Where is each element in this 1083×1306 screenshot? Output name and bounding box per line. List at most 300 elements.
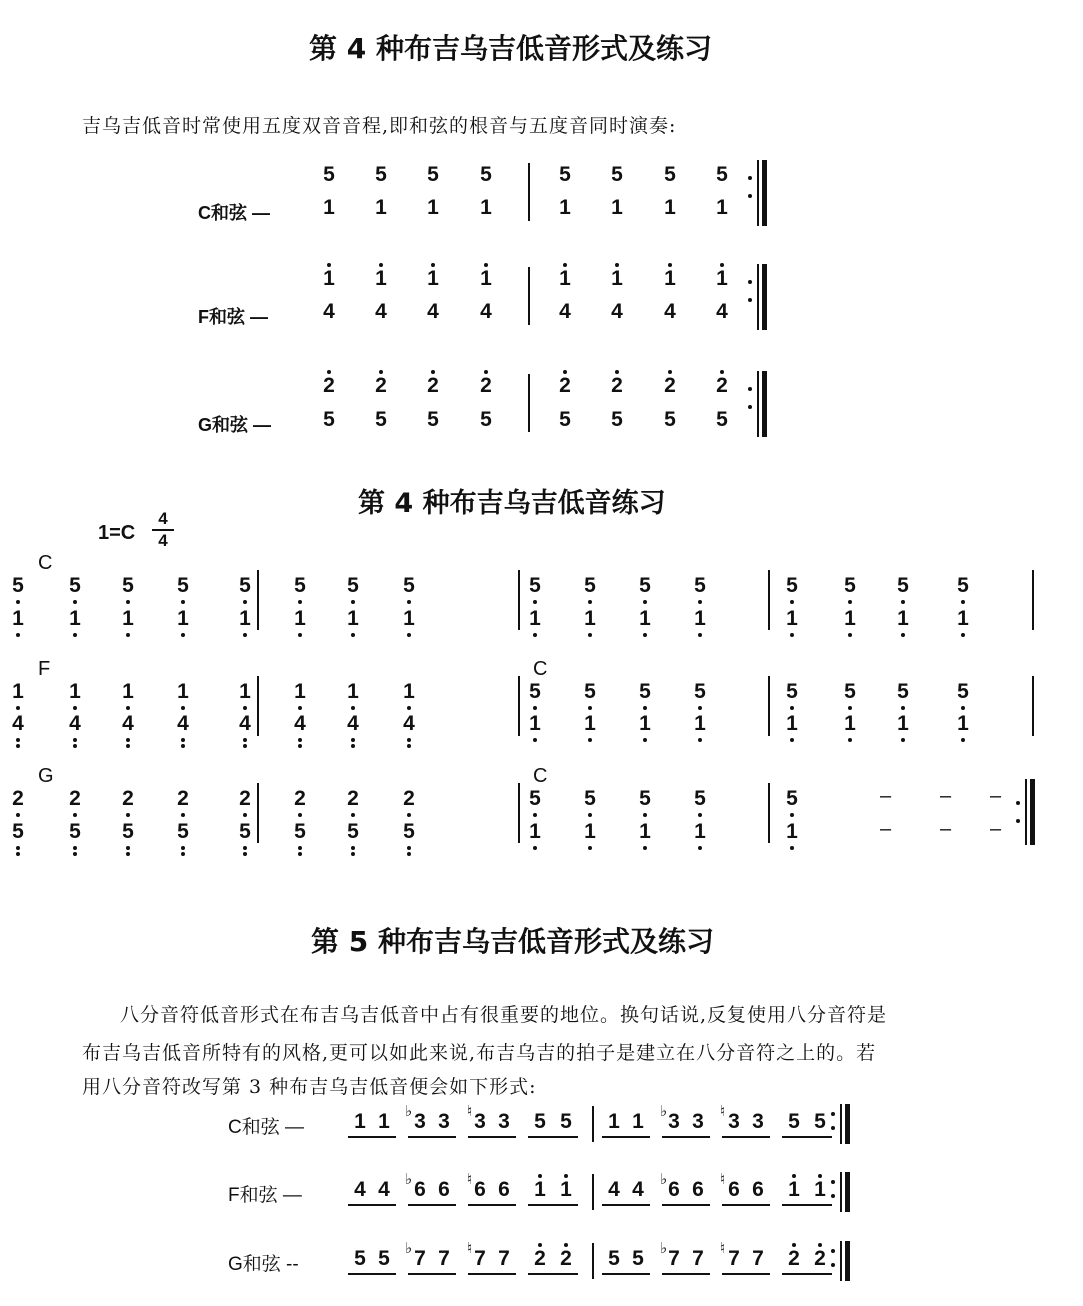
note: 4 bbox=[323, 300, 335, 323]
dot-below bbox=[588, 846, 592, 850]
dot-below bbox=[73, 600, 77, 604]
note: 5 bbox=[63, 820, 87, 844]
practice4-title: 第 4 种布吉乌吉低音练习 bbox=[358, 488, 666, 519]
time-sig-bottom: 4 bbox=[158, 531, 168, 550]
repeat-dot bbox=[831, 1180, 835, 1184]
repeat-dot bbox=[1016, 801, 1020, 805]
dot-below bbox=[643, 706, 647, 710]
section4-intro: 吉乌吉低音时常使用五度双音音程,即和弦的根音与五度音同时演奏: bbox=[82, 115, 677, 137]
hold-dash: – bbox=[880, 818, 892, 840]
note: 7 bbox=[498, 1247, 510, 1270]
dot-above bbox=[484, 263, 488, 267]
note: 1 bbox=[710, 267, 734, 291]
note: 1 bbox=[480, 196, 492, 219]
note: 2 bbox=[171, 787, 195, 811]
note: 5 bbox=[480, 408, 492, 431]
dot-below-2 bbox=[351, 852, 355, 856]
barline bbox=[768, 783, 770, 843]
note: 5 bbox=[951, 574, 975, 598]
dot-below bbox=[16, 738, 20, 742]
dot-above bbox=[818, 1174, 822, 1178]
dot-below bbox=[298, 846, 302, 850]
note: 1 bbox=[658, 267, 682, 291]
end-barline-thin bbox=[757, 160, 759, 226]
dot-below bbox=[407, 633, 411, 637]
note: 5 bbox=[323, 163, 335, 186]
section4-title: 第 4 种布吉乌吉低音形式及练习 bbox=[309, 32, 712, 65]
dot-below bbox=[298, 813, 302, 817]
note: 1 bbox=[951, 712, 975, 736]
note: 3 bbox=[728, 1110, 740, 1133]
note: 5 bbox=[559, 163, 571, 186]
dot-below-2 bbox=[298, 852, 302, 856]
dot-above bbox=[538, 1243, 542, 1247]
repeat-dot bbox=[831, 1263, 835, 1267]
dot-above bbox=[615, 263, 619, 267]
eighth-beam bbox=[468, 1204, 516, 1206]
note: 5 bbox=[559, 408, 571, 431]
dot-below bbox=[243, 600, 247, 604]
note: 1 bbox=[63, 680, 87, 704]
dot-below bbox=[643, 738, 647, 742]
dot-above bbox=[327, 263, 331, 267]
note: 1 bbox=[116, 607, 140, 631]
note: 2 bbox=[782, 1247, 806, 1271]
note: 1 bbox=[891, 607, 915, 631]
dot-below bbox=[533, 706, 537, 710]
note: 5 bbox=[171, 820, 195, 844]
note: 1 bbox=[63, 607, 87, 631]
chord-label: G和弦 — bbox=[198, 415, 272, 435]
repeat-dot bbox=[831, 1126, 835, 1130]
flat-sign: ♭ bbox=[660, 1102, 668, 1120]
dot-below bbox=[848, 633, 852, 637]
chord-label: C和弦 — bbox=[198, 203, 270, 223]
note: 2 bbox=[397, 787, 421, 811]
eighth-beam bbox=[722, 1204, 770, 1206]
note: 5 bbox=[480, 163, 492, 186]
note: 4 bbox=[288, 712, 312, 736]
eighth-beam bbox=[528, 1204, 578, 1206]
note: 1 bbox=[951, 607, 975, 631]
note: 1 bbox=[554, 1178, 578, 1202]
dot-above bbox=[484, 370, 488, 374]
dot-below-2 bbox=[298, 744, 302, 748]
note: 5 bbox=[6, 574, 30, 598]
note: 1 bbox=[782, 1178, 806, 1202]
repeat-dot bbox=[831, 1249, 835, 1253]
note: 5 bbox=[375, 163, 387, 186]
section5-title: 第 5 种布吉乌吉低音形式及练习 bbox=[311, 925, 714, 958]
dot-below-2 bbox=[126, 852, 130, 856]
note: 1 bbox=[608, 1110, 620, 1133]
repeat-dot bbox=[831, 1194, 835, 1198]
dot-below bbox=[698, 738, 702, 742]
dot-below bbox=[351, 738, 355, 742]
note: 3 bbox=[474, 1110, 486, 1133]
barline bbox=[528, 267, 530, 325]
chord-label: G和弦 -- bbox=[228, 1254, 299, 1275]
dot-below bbox=[588, 633, 592, 637]
note: 2 bbox=[317, 374, 341, 398]
note: 4 bbox=[354, 1178, 366, 1201]
note: 4 bbox=[397, 712, 421, 736]
note: 1 bbox=[838, 607, 862, 631]
note: 6 bbox=[474, 1178, 486, 1201]
note: 3 bbox=[498, 1110, 510, 1133]
note: 1 bbox=[427, 196, 439, 219]
note: 5 bbox=[814, 1110, 826, 1133]
note: 5 bbox=[523, 574, 547, 598]
end-barline-thick bbox=[1030, 779, 1035, 845]
dot-below bbox=[73, 813, 77, 817]
note: 3 bbox=[692, 1110, 704, 1133]
note: 1 bbox=[397, 680, 421, 704]
dot-above bbox=[431, 370, 435, 374]
note: 5 bbox=[780, 680, 804, 704]
dot-above bbox=[668, 263, 672, 267]
dot-below-2 bbox=[73, 852, 77, 856]
note: 1 bbox=[171, 680, 195, 704]
barline bbox=[257, 676, 259, 736]
note: 6 bbox=[752, 1178, 764, 1201]
note: 1 bbox=[632, 1110, 644, 1133]
note: 1 bbox=[523, 607, 547, 631]
dot-below bbox=[243, 846, 247, 850]
note: 5 bbox=[716, 163, 728, 186]
dot-above bbox=[720, 263, 724, 267]
dot-below bbox=[298, 600, 302, 604]
chord-symbol: G bbox=[38, 765, 54, 787]
note: 5 bbox=[427, 163, 439, 186]
flat-sign: ♭ bbox=[660, 1170, 668, 1188]
dot-above bbox=[564, 1243, 568, 1247]
dot-below bbox=[698, 706, 702, 710]
dot-below bbox=[790, 846, 794, 850]
eighth-beam bbox=[602, 1204, 650, 1206]
note: 5 bbox=[891, 680, 915, 704]
note: 5 bbox=[608, 1247, 620, 1270]
dot-below bbox=[790, 633, 794, 637]
dot-above bbox=[431, 263, 435, 267]
note: 4 bbox=[341, 712, 365, 736]
note: 1 bbox=[605, 267, 629, 291]
dot-above bbox=[379, 263, 383, 267]
note: 5 bbox=[233, 820, 257, 844]
note: 4 bbox=[116, 712, 140, 736]
note: 1 bbox=[633, 820, 657, 844]
note: 1 bbox=[116, 680, 140, 704]
note: 2 bbox=[341, 787, 365, 811]
note: 2 bbox=[474, 374, 498, 398]
natural-sign: ♮ bbox=[720, 1102, 726, 1120]
dot-below bbox=[16, 846, 20, 850]
dot-below-2 bbox=[126, 744, 130, 748]
barline bbox=[592, 1174, 594, 1210]
note: 4 bbox=[664, 300, 676, 323]
dot-below bbox=[790, 813, 794, 817]
dot-below bbox=[126, 633, 130, 637]
dot-below bbox=[533, 846, 537, 850]
note: 2 bbox=[808, 1247, 832, 1271]
dot-below bbox=[126, 738, 130, 742]
dot-above bbox=[538, 1174, 542, 1178]
dot-below bbox=[407, 738, 411, 742]
note: 5 bbox=[523, 680, 547, 704]
dot-above bbox=[563, 263, 567, 267]
dot-below-2 bbox=[181, 852, 185, 856]
dot-above bbox=[792, 1243, 796, 1247]
dot-below bbox=[181, 846, 185, 850]
dot-above bbox=[720, 370, 724, 374]
key-signature: 1=C bbox=[98, 522, 136, 544]
note: 5 bbox=[578, 787, 602, 811]
note: 2 bbox=[554, 1247, 578, 1271]
note: 1 bbox=[688, 712, 712, 736]
note: 1 bbox=[780, 607, 804, 631]
note: 5 bbox=[288, 574, 312, 598]
note: 3 bbox=[752, 1110, 764, 1133]
dot-above bbox=[792, 1174, 796, 1178]
barline bbox=[768, 676, 770, 736]
note: 1 bbox=[688, 820, 712, 844]
barline bbox=[528, 374, 530, 432]
note: 5 bbox=[288, 820, 312, 844]
dot-below bbox=[243, 633, 247, 637]
dot-below bbox=[351, 846, 355, 850]
barline bbox=[1032, 676, 1034, 736]
eighth-beam bbox=[408, 1136, 456, 1138]
note: 5 bbox=[341, 820, 365, 844]
note: 1 bbox=[523, 712, 547, 736]
dot-below bbox=[126, 600, 130, 604]
note: 5 bbox=[378, 1247, 390, 1270]
dot-below-2 bbox=[243, 744, 247, 748]
note: 5 bbox=[611, 408, 623, 431]
note: 1 bbox=[523, 820, 547, 844]
dot-below bbox=[698, 813, 702, 817]
note: 3 bbox=[438, 1110, 450, 1133]
end-barline-thin bbox=[757, 371, 759, 437]
note: 2 bbox=[605, 374, 629, 398]
note: 2 bbox=[553, 374, 577, 398]
note: 5 bbox=[688, 680, 712, 704]
chord-label: F和弦 — bbox=[198, 307, 268, 327]
note: 4 bbox=[171, 712, 195, 736]
barline bbox=[768, 570, 770, 630]
note: 1 bbox=[233, 680, 257, 704]
eighth-beam bbox=[722, 1136, 770, 1138]
eighth-beam bbox=[348, 1136, 396, 1138]
dot-below bbox=[181, 633, 185, 637]
eighth-beam bbox=[348, 1204, 396, 1206]
dot-below bbox=[181, 813, 185, 817]
end-barline-thick bbox=[762, 160, 767, 226]
dot-below bbox=[16, 813, 20, 817]
note: 5 bbox=[632, 1247, 644, 1270]
note: 4 bbox=[559, 300, 571, 323]
barline bbox=[592, 1106, 594, 1142]
note: 5 bbox=[780, 574, 804, 598]
chord-symbol: F bbox=[38, 658, 51, 680]
dot-above bbox=[327, 370, 331, 374]
section5-para-line3: 用八分音符改写第 3 种布吉乌吉低音便会如下形式: bbox=[82, 1076, 537, 1098]
barline bbox=[257, 570, 259, 630]
dot-below bbox=[181, 738, 185, 742]
note: 7 bbox=[752, 1247, 764, 1270]
dot-below bbox=[298, 633, 302, 637]
note: 1 bbox=[341, 680, 365, 704]
note: 4 bbox=[608, 1178, 620, 1201]
note: 1 bbox=[354, 1110, 366, 1133]
dot-below bbox=[698, 846, 702, 850]
note: 5 bbox=[171, 574, 195, 598]
note: 1 bbox=[808, 1178, 832, 1202]
note: 1 bbox=[397, 607, 421, 631]
eighth-beam bbox=[468, 1136, 516, 1138]
end-barline-thick bbox=[762, 371, 767, 437]
barline bbox=[518, 676, 520, 736]
note: 5 bbox=[578, 574, 602, 598]
dot-above bbox=[668, 370, 672, 374]
dot-below-2 bbox=[243, 852, 247, 856]
end-barline-thick bbox=[845, 1241, 850, 1281]
eighth-beam bbox=[602, 1136, 650, 1138]
chord-symbol: C bbox=[38, 552, 53, 574]
note: 5 bbox=[780, 787, 804, 811]
dot-below-2 bbox=[16, 852, 20, 856]
note: 1 bbox=[378, 1110, 390, 1133]
eighth-beam bbox=[528, 1136, 578, 1138]
end-barline-thin bbox=[757, 264, 759, 330]
dot-below bbox=[243, 813, 247, 817]
end-barline-thick bbox=[845, 1172, 850, 1212]
dot-below bbox=[588, 738, 592, 742]
note: 5 bbox=[397, 574, 421, 598]
note: 5 bbox=[523, 787, 547, 811]
note: 1 bbox=[369, 267, 393, 291]
note: 4 bbox=[375, 300, 387, 323]
note: 1 bbox=[611, 196, 623, 219]
note: 1 bbox=[323, 196, 335, 219]
eighth-beam bbox=[408, 1273, 456, 1275]
dot-below bbox=[351, 633, 355, 637]
dot-below bbox=[961, 706, 965, 710]
chord-symbol: C bbox=[533, 765, 548, 787]
end-barline-thin bbox=[840, 1241, 842, 1281]
eighth-beam bbox=[408, 1204, 456, 1206]
dot-below bbox=[643, 813, 647, 817]
note: 5 bbox=[664, 408, 676, 431]
note: 5 bbox=[578, 680, 602, 704]
note: 5 bbox=[116, 820, 140, 844]
dot-below bbox=[243, 738, 247, 742]
note: 6 bbox=[438, 1178, 450, 1201]
note: 4 bbox=[632, 1178, 644, 1201]
repeat-dot bbox=[1016, 819, 1020, 823]
chord-label: C和弦 — bbox=[228, 1117, 305, 1138]
note: 1 bbox=[688, 607, 712, 631]
dot-below bbox=[351, 600, 355, 604]
dot-below bbox=[961, 738, 965, 742]
dot-below bbox=[298, 706, 302, 710]
note: 1 bbox=[6, 607, 30, 631]
barline bbox=[257, 783, 259, 843]
dot-below-2 bbox=[407, 744, 411, 748]
dot-below bbox=[848, 706, 852, 710]
dot-below bbox=[73, 706, 77, 710]
note: 2 bbox=[116, 787, 140, 811]
flat-sign: ♭ bbox=[405, 1102, 413, 1120]
hold-dash: – bbox=[940, 818, 952, 840]
dot-below-2 bbox=[73, 744, 77, 748]
note: 1 bbox=[891, 712, 915, 736]
dot-below bbox=[181, 706, 185, 710]
dot-below bbox=[588, 706, 592, 710]
dot-below bbox=[243, 706, 247, 710]
note: 1 bbox=[171, 607, 195, 631]
barline bbox=[1032, 570, 1034, 630]
natural-sign: ♮ bbox=[467, 1239, 473, 1257]
note: 1 bbox=[474, 267, 498, 291]
note: 4 bbox=[378, 1178, 390, 1201]
note: 2 bbox=[63, 787, 87, 811]
dot-below bbox=[901, 738, 905, 742]
flat-sign: ♭ bbox=[405, 1170, 413, 1188]
dot-below bbox=[533, 633, 537, 637]
repeat-dot bbox=[748, 280, 752, 284]
flat-sign: ♭ bbox=[405, 1239, 413, 1257]
eighth-beam bbox=[662, 1204, 710, 1206]
note: 1 bbox=[317, 267, 341, 291]
note: 4 bbox=[611, 300, 623, 323]
dot-below bbox=[643, 633, 647, 637]
dot-below bbox=[961, 633, 965, 637]
note: 1 bbox=[288, 607, 312, 631]
dot-below-2 bbox=[181, 744, 185, 748]
note: 6 bbox=[728, 1178, 740, 1201]
note: 5 bbox=[341, 574, 365, 598]
dot-below bbox=[588, 813, 592, 817]
end-barline-thin bbox=[1025, 779, 1027, 845]
note: 5 bbox=[633, 680, 657, 704]
note: 3 bbox=[414, 1110, 426, 1133]
note: 2 bbox=[6, 787, 30, 811]
dot-above bbox=[379, 370, 383, 374]
note: 7 bbox=[668, 1247, 680, 1270]
note: 1 bbox=[633, 607, 657, 631]
note: 5 bbox=[323, 408, 335, 431]
dot-below bbox=[961, 600, 965, 604]
natural-sign: ♮ bbox=[467, 1102, 473, 1120]
note: 1 bbox=[578, 712, 602, 736]
note: 3 bbox=[668, 1110, 680, 1133]
note: 7 bbox=[692, 1247, 704, 1270]
eighth-beam bbox=[662, 1136, 710, 1138]
note: 5 bbox=[354, 1247, 366, 1270]
dot-below bbox=[16, 706, 20, 710]
note: 1 bbox=[559, 196, 571, 219]
note: 1 bbox=[578, 607, 602, 631]
note: 5 bbox=[611, 163, 623, 186]
hold-dash: – bbox=[880, 785, 892, 807]
note: 1 bbox=[233, 607, 257, 631]
repeat-dot bbox=[748, 298, 752, 302]
note: 1 bbox=[6, 680, 30, 704]
note: 1 bbox=[838, 712, 862, 736]
dot-below bbox=[790, 600, 794, 604]
note: 1 bbox=[375, 196, 387, 219]
